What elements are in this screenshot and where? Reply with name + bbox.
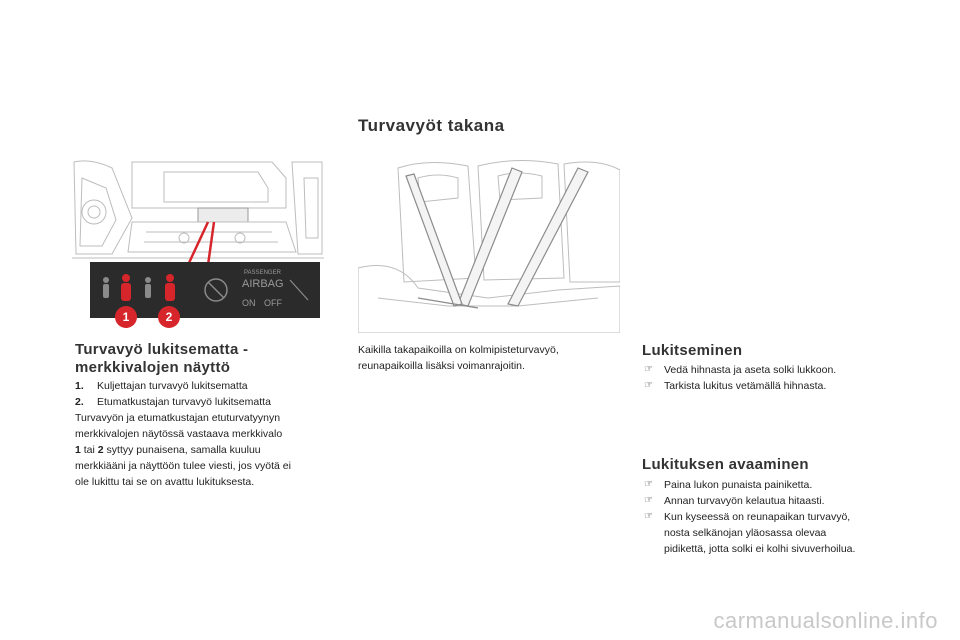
- list-item: ☞ Vedä hihnasta ja aseta solki lukkoon.: [644, 364, 837, 376]
- airbag-on-label: ON: [242, 298, 256, 308]
- page-title: Turvavyöt takana: [358, 116, 505, 135]
- watermark: carmanualsonline.info: [713, 608, 938, 633]
- pointing-hand-icon: ☞: [644, 495, 653, 506]
- pointing-hand-icon: ☞: [644, 479, 653, 490]
- list-item: 1. Kuljettajan turvavyö lukitsematta: [75, 380, 248, 392]
- callout-1: 1: [115, 306, 137, 328]
- list-item: 2. Etumatkustajan turvavyö lukitsematta: [75, 396, 271, 408]
- pointing-hand-icon: ☞: [644, 364, 653, 375]
- list-item: ☞ Kun kyseessä on reunapaikan turvavyö, nosta selkänojan yläosassa olevaa pidikettä, jotta solki ei kolhi sivuverhoilua.: [644, 511, 856, 555]
- rear-belts-caption: Kaikilla takapaikoilla on kolmipisteturvavyö, reunapaikoilla lisäksi voimanrajoitin.: [358, 344, 559, 372]
- airbag-label: AIRBAG: [242, 278, 284, 290]
- pointing-hand-icon: ☞: [644, 511, 653, 522]
- passenger-label: PASSENGER: [244, 270, 281, 276]
- callout-2: 2: [158, 306, 180, 328]
- indicator-list: [75, 378, 345, 410]
- unlocking-steps: [642, 477, 932, 557]
- unlocking-heading: Lukituksen avaaminen: [642, 456, 809, 473]
- list-item: ☞ Tarkista lukitus vetämällä hihnasta.: [644, 380, 827, 392]
- left-heading: Turvavyö lukitsematta - merkkivalojen näyttö: [75, 341, 249, 376]
- airbag-off-label: OFF: [264, 298, 282, 308]
- rear-seat-illustration: [358, 158, 620, 333]
- pointing-hand-icon: ☞: [644, 380, 653, 391]
- list-item: ☞ Annan turvavyön kelautua hitaasti.: [644, 495, 825, 507]
- locking-steps: [642, 362, 922, 394]
- locking-heading: Lukitseminen: [642, 342, 743, 359]
- list-item: ☞ Paina lukon punaista painiketta.: [644, 479, 813, 491]
- indicator-description: Turvavyön ja etumatkustajan etuturvatyynyn merkkivalojen näytössä vastaava merkkivalo 1 tai 2 syttyy punaisena, samalla kuuluu merkkiääni ja näyttöön tulee viesti, jos vyötä ei ole lukittu tai se on avattu lukituksesta.: [75, 412, 291, 488]
